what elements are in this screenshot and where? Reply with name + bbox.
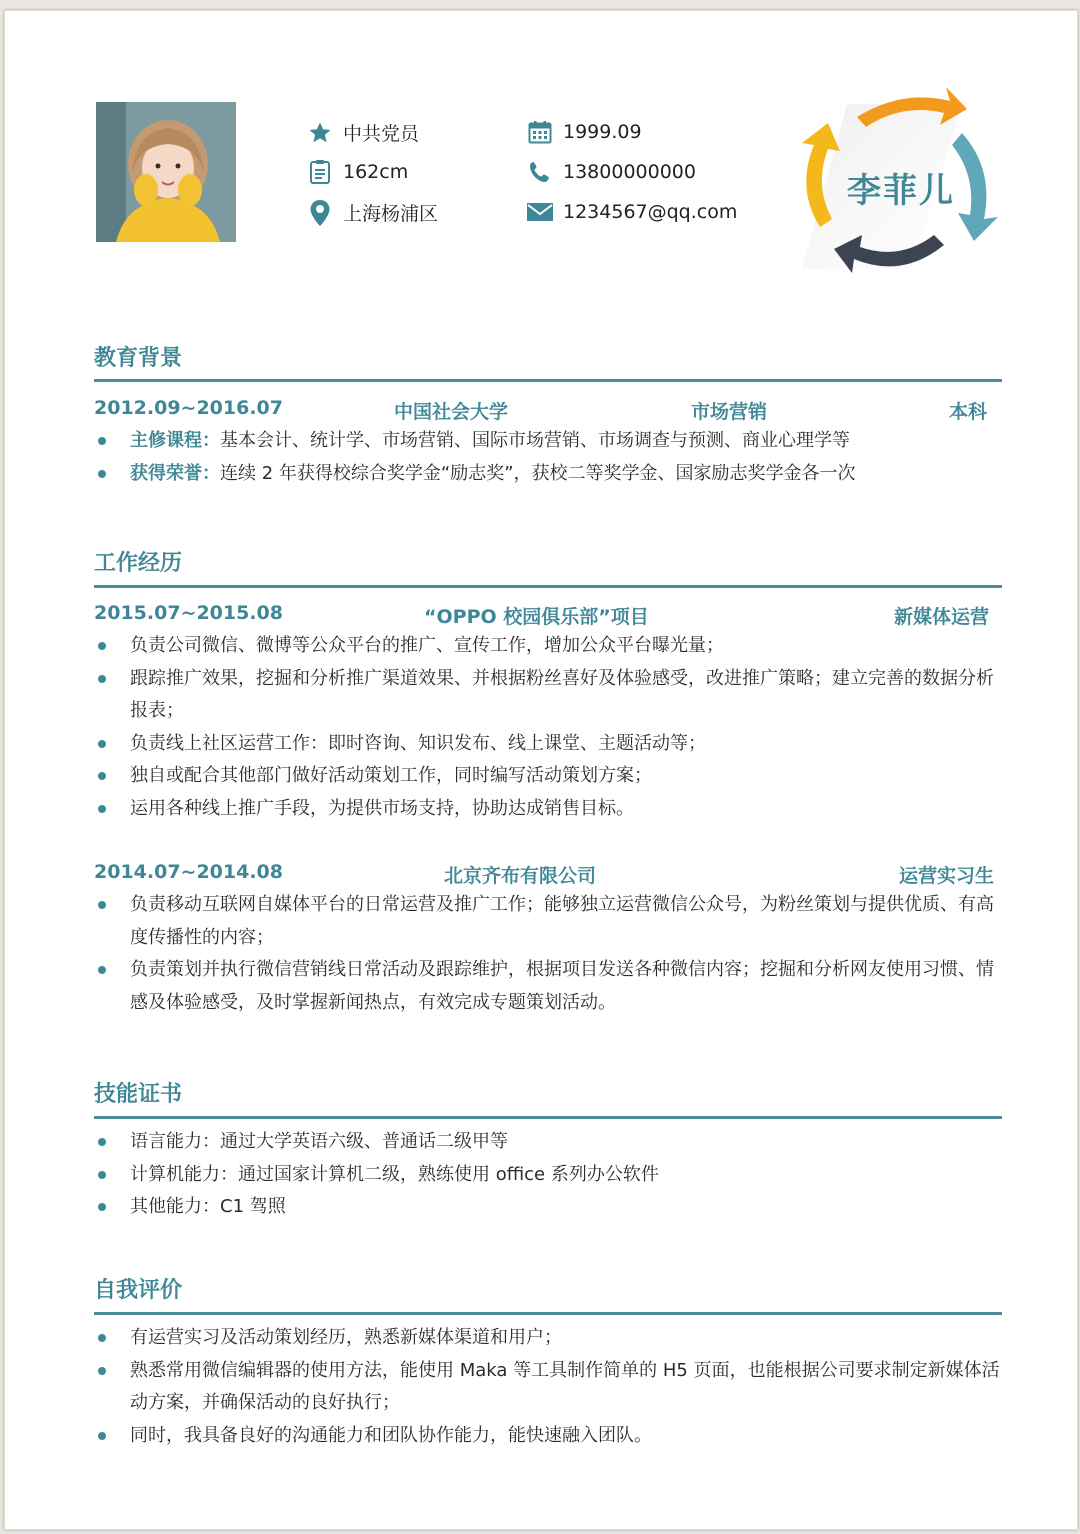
skills-divider bbox=[94, 1116, 1002, 1119]
list-item: 语言能力：通过大学英语六级、普通话二级甲等 bbox=[94, 1126, 1004, 1159]
job-header bbox=[94, 602, 998, 628]
job-period: 2015.07~2015.08 bbox=[94, 602, 283, 624]
info-email bbox=[527, 199, 737, 225]
job-period: 2014.07~2014.08 bbox=[94, 861, 283, 883]
self-list bbox=[94, 1322, 1004, 1452]
person-photo-icon bbox=[96, 102, 236, 242]
work-divider bbox=[94, 585, 1002, 588]
height-text: 162cm bbox=[343, 161, 409, 183]
info-birth bbox=[527, 119, 642, 145]
work-title: 工作经历 bbox=[94, 551, 183, 576]
list-item: 负责公司微信、微博等公众平台的推广、宣传工作，增加公众平台曝光量； bbox=[94, 630, 1004, 663]
info-height bbox=[307, 159, 408, 185]
clipboard-icon bbox=[307, 159, 333, 185]
list-item: 主修课程：基本会计、统计学、市场营销、国际市场营销、市场调查与预测、商业心理学等 bbox=[94, 425, 1004, 458]
list-item: 其他能力：C1 驾照 bbox=[94, 1191, 1004, 1224]
skills-list bbox=[94, 1126, 1004, 1224]
name-logo bbox=[762, 69, 1012, 329]
education-list bbox=[94, 425, 1004, 490]
education-school: 中国社会大学 bbox=[394, 401, 509, 423]
job-list bbox=[94, 889, 1004, 1019]
job-header bbox=[94, 861, 998, 887]
job-role: 新媒体运营 bbox=[894, 606, 990, 628]
education-major: 市场营销 bbox=[691, 401, 768, 423]
location-pin-icon bbox=[307, 200, 333, 226]
name-text: 李菲儿 bbox=[847, 171, 955, 211]
list-item: 运用各种线上推广手段，为提供市场支持，协助达成销售目标。 bbox=[94, 793, 1004, 826]
star-icon bbox=[307, 120, 333, 146]
location-text: 上海杨浦区 bbox=[343, 203, 439, 225]
skills-title: 技能证书 bbox=[94, 1082, 183, 1107]
resume-page bbox=[4, 10, 1078, 1530]
list-item: 获得荣誉：连续 2 年获得校综合奖学金“励志奖”，获校二等奖学金、国家励志奖学金各一次 bbox=[94, 458, 1004, 491]
education-period: 2012.09~2016.07 bbox=[94, 397, 283, 419]
list-item: 独自或配合其他部门做好活动策划工作，同时编写活动策划方案； bbox=[94, 760, 1004, 793]
mail-icon bbox=[527, 199, 553, 225]
education-degree: 本科 bbox=[949, 401, 988, 423]
list-item: 跟踪推广效果，挖掘和分析推广渠道效果、并根据粉丝喜好及体验感受，改进推广策略；建立完善的数据分析报表； bbox=[94, 663, 1004, 728]
job-org: “OPPO 校园俱乐部”项目 bbox=[424, 606, 649, 628]
list-item: 负责移动互联网自媒体平台的日常运营及推广工作；能够独立运营微信公众号，为粉丝策划与提供优质、有高度传播性的内容； bbox=[94, 889, 1004, 954]
info-phone bbox=[527, 159, 696, 185]
self-divider bbox=[94, 1312, 1002, 1315]
list-item: 负责线上社区运营工作：即时咨询、知识发布、线上课堂、主题活动等； bbox=[94, 728, 1004, 761]
job-org: 北京齐布有限公司 bbox=[444, 865, 597, 887]
email-text[interactable]: 1234567@qq.com bbox=[563, 201, 738, 223]
list-item: 有运营实习及活动策划经历，熟悉新媒体渠道和用户； bbox=[94, 1322, 1004, 1355]
birth-text: 1999.09 bbox=[563, 121, 642, 143]
phone-icon bbox=[527, 159, 553, 185]
party-text: 中共党员 bbox=[343, 123, 420, 145]
info-location bbox=[307, 199, 438, 226]
list-item: 负责策划并执行微信营销线日常活动及跟踪维护，根据项目发送各种微信内容；挖掘和分析网友使用习惯、情感及体验感受，及时掌握新闻热点，有效完成专题策划活动。 bbox=[94, 954, 1004, 1019]
profile-photo bbox=[96, 102, 236, 242]
calendar-icon bbox=[527, 119, 553, 145]
job-list bbox=[94, 630, 1004, 825]
education-divider bbox=[94, 379, 1002, 382]
list-item: 计算机能力：通过国家计算机二级，熟练使用 office 系列办公软件 bbox=[94, 1159, 1004, 1192]
phone-text[interactable]: 13800000000 bbox=[563, 161, 696, 183]
self-title: 自我评价 bbox=[94, 1278, 183, 1303]
education-header bbox=[94, 397, 998, 423]
info-party bbox=[307, 119, 419, 146]
education-title: 教育背景 bbox=[94, 346, 183, 371]
list-item: 熟悉常用微信编辑器的使用方法，能使用 Maka 等工具制作简单的 H5 页面，也能根据公司要求制定新媒体活动方案，并确保活动的良好执行； bbox=[94, 1355, 1004, 1420]
list-item: 同时，我具备良好的沟通能力和团队协作能力，能快速融入团队。 bbox=[94, 1420, 1004, 1453]
job-role: 运营实习生 bbox=[899, 865, 995, 887]
